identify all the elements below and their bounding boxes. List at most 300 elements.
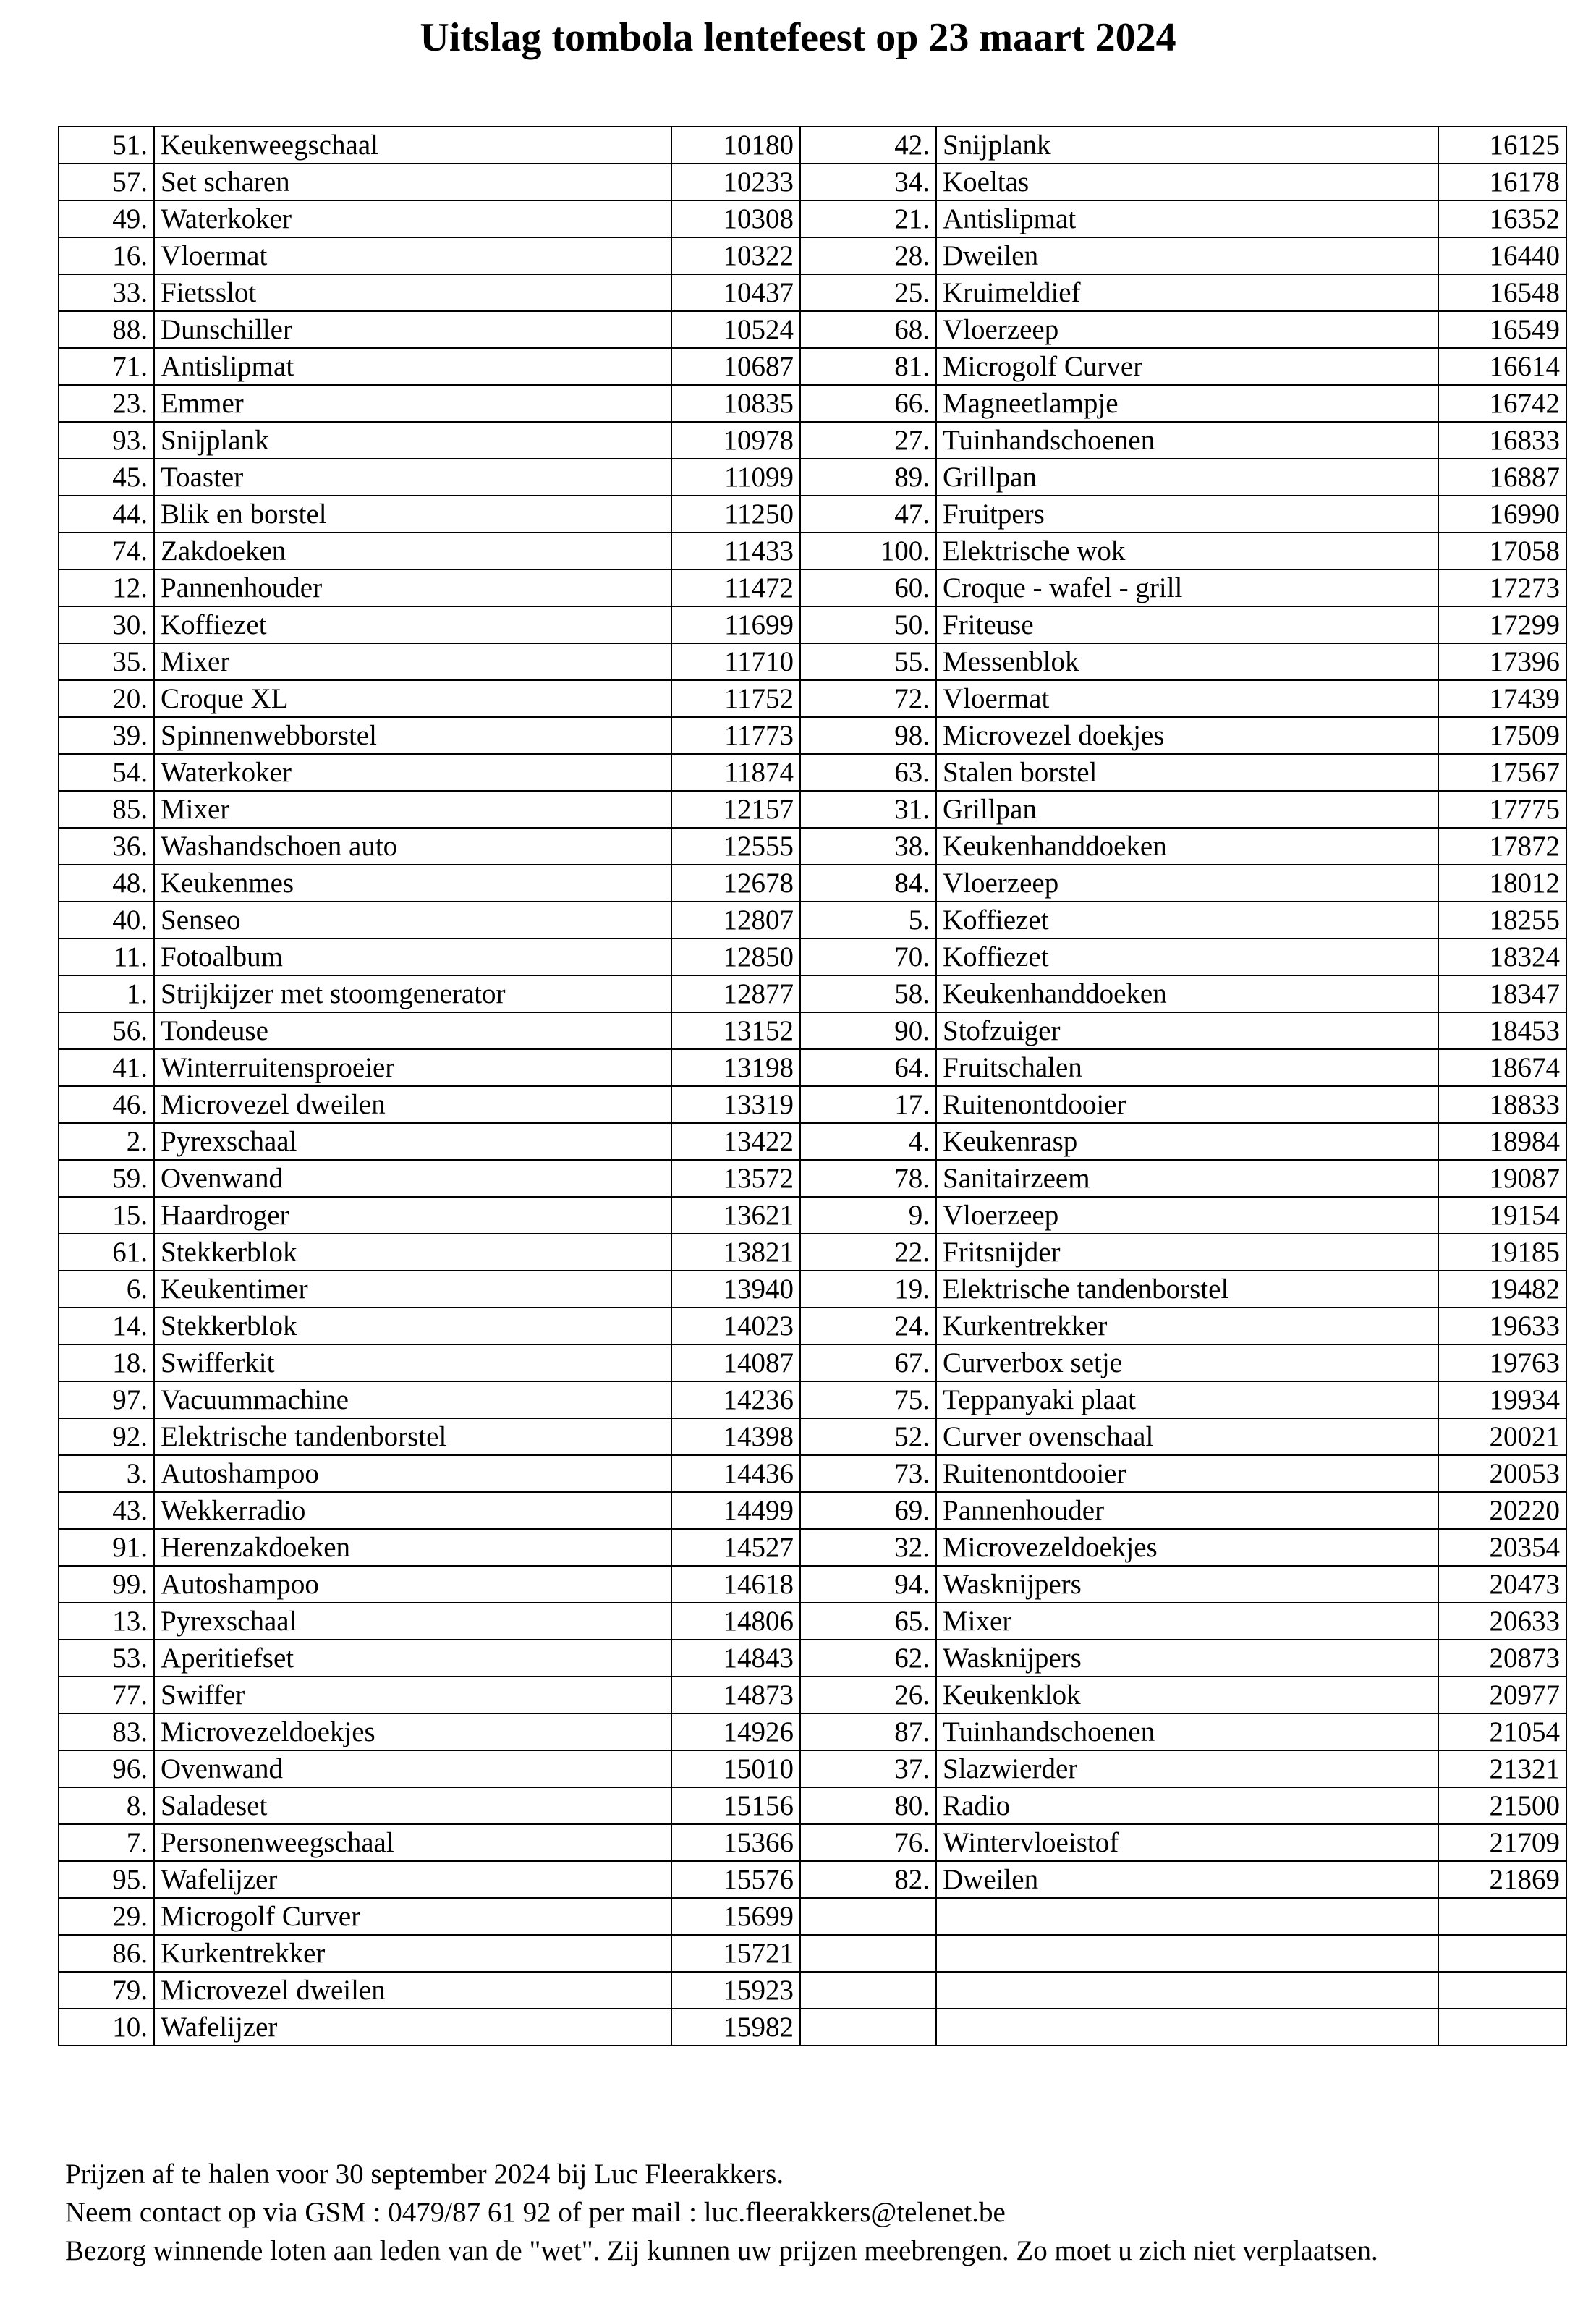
left-prize-name: Microvezel dweilen	[154, 1972, 671, 2009]
left-ticket-number: 10437	[671, 274, 800, 311]
right-prize-number: 84.	[800, 865, 936, 902]
table-row	[59, 828, 1566, 865]
left-prize-number: 97.	[59, 1381, 154, 1418]
left-prize-name: Croque XL	[154, 680, 671, 717]
table-row	[59, 422, 1566, 459]
left-prize-number: 95.	[59, 1861, 154, 1898]
right-ticket-number: 16548	[1438, 274, 1566, 311]
left-ticket-number: 11752	[671, 680, 800, 717]
right-prize-number	[800, 1935, 936, 1972]
left-prize-name: Strijkijzer met stoomgenerator	[154, 975, 671, 1012]
right-prize-number: 19.	[800, 1271, 936, 1308]
right-ticket-number: 17439	[1438, 680, 1566, 717]
left-prize-number: 10.	[59, 2009, 154, 2046]
table-row	[59, 1234, 1566, 1271]
left-prize-name: Dunschiller	[154, 311, 671, 348]
right-prize-name: Microgolf Curver	[936, 348, 1438, 385]
table-row	[59, 1640, 1566, 1677]
right-prize-number	[800, 1898, 936, 1935]
right-prize-name: Wasknijpers	[936, 1640, 1438, 1677]
left-prize-number: 30.	[59, 606, 154, 643]
left-ticket-number: 10835	[671, 385, 800, 422]
table-row	[59, 274, 1566, 311]
right-prize-name: Elektrische wok	[936, 533, 1438, 569]
table-row	[59, 717, 1566, 754]
table-row	[59, 496, 1566, 533]
footer-pickup-note: Prijzen af te halen voor 30 september 2024 bij Luc Fleerakkers.	[65, 2158, 784, 2190]
left-prize-name: Pyrexschaal	[154, 1603, 671, 1640]
right-prize-number: 90.	[800, 1012, 936, 1049]
right-prize-number: 28.	[800, 237, 936, 274]
right-prize-number: 26.	[800, 1677, 936, 1713]
table-row	[59, 902, 1566, 939]
right-prize-number: 42.	[800, 127, 936, 164]
left-prize-number: 88.	[59, 311, 154, 348]
left-prize-number: 85.	[59, 791, 154, 828]
left-prize-name: Autoshampoo	[154, 1455, 671, 1492]
right-ticket-number: 21500	[1438, 1787, 1566, 1824]
left-ticket-number: 14023	[671, 1308, 800, 1344]
right-ticket-number: 20220	[1438, 1492, 1566, 1529]
left-ticket-number: 12157	[671, 791, 800, 828]
left-prize-number: 61.	[59, 1234, 154, 1271]
right-prize-name: Koffiezet	[936, 902, 1438, 939]
left-prize-number: 3.	[59, 1455, 154, 1492]
left-prize-name: Keukenweegschaal	[154, 127, 671, 164]
right-prize-name	[936, 2009, 1438, 2046]
right-prize-number: 100.	[800, 533, 936, 569]
left-prize-name: Emmer	[154, 385, 671, 422]
left-prize-name: Microvezeldoekjes	[154, 1713, 671, 1750]
left-prize-name: Winterruitensproeier	[154, 1049, 671, 1086]
left-prize-number: 43.	[59, 1492, 154, 1529]
right-prize-name: Ruitenontdooier	[936, 1086, 1438, 1123]
right-prize-number: 50.	[800, 606, 936, 643]
right-prize-number: 17.	[800, 1086, 936, 1123]
right-prize-number: 98.	[800, 717, 936, 754]
left-ticket-number: 14926	[671, 1713, 800, 1750]
right-prize-number: 38.	[800, 828, 936, 865]
right-prize-number: 52.	[800, 1418, 936, 1455]
table-row	[59, 1381, 1566, 1418]
left-prize-name: Mixer	[154, 643, 671, 680]
left-ticket-number: 13621	[671, 1197, 800, 1234]
left-prize-number: 7.	[59, 1824, 154, 1861]
right-prize-name: Kurkentrekker	[936, 1308, 1438, 1344]
left-ticket-number: 11699	[671, 606, 800, 643]
right-prize-name: Antislipmat	[936, 200, 1438, 237]
right-prize-number: 31.	[800, 791, 936, 828]
results-table-body	[59, 127, 1566, 2046]
left-ticket-number: 10322	[671, 237, 800, 274]
left-ticket-number: 11433	[671, 533, 800, 569]
right-prize-name: Keukenhanddoeken	[936, 975, 1438, 1012]
left-prize-name: Personenweegschaal	[154, 1824, 671, 1861]
left-prize-number: 11.	[59, 939, 154, 975]
table-row	[59, 1677, 1566, 1713]
table-row	[59, 1529, 1566, 1566]
left-prize-number: 36.	[59, 828, 154, 865]
right-prize-name: Dweilen	[936, 237, 1438, 274]
left-prize-name: Spinnenwebborstel	[154, 717, 671, 754]
table-row	[59, 1418, 1566, 1455]
left-ticket-number: 11472	[671, 569, 800, 606]
table-row	[59, 754, 1566, 791]
right-ticket-number: 18833	[1438, 1086, 1566, 1123]
right-prize-number: 75.	[800, 1381, 936, 1418]
left-prize-name: Haardroger	[154, 1197, 671, 1234]
left-prize-number: 18.	[59, 1344, 154, 1381]
right-prize-number	[800, 2009, 936, 2046]
table-row	[59, 1898, 1566, 1935]
right-prize-name: Curver ovenschaal	[936, 1418, 1438, 1455]
right-prize-name: Vloermat	[936, 680, 1438, 717]
right-ticket-number: 18012	[1438, 865, 1566, 902]
right-prize-number: 37.	[800, 1750, 936, 1787]
right-prize-name: Vloerzeep	[936, 1197, 1438, 1234]
left-prize-number: 6.	[59, 1271, 154, 1308]
left-prize-name: Set scharen	[154, 164, 671, 200]
left-prize-name: Stekkerblok	[154, 1308, 671, 1344]
right-prize-name: Croque - wafel - grill	[936, 569, 1438, 606]
right-ticket-number: 20053	[1438, 1455, 1566, 1492]
table-row	[59, 1344, 1566, 1381]
right-prize-number: 62.	[800, 1640, 936, 1677]
left-ticket-number: 15982	[671, 2009, 800, 2046]
left-prize-name: Waterkoker	[154, 754, 671, 791]
left-prize-number: 15.	[59, 1197, 154, 1234]
right-prize-name: Snijplank	[936, 127, 1438, 164]
right-prize-name: Magneetlampje	[936, 385, 1438, 422]
left-prize-name: Herenzakdoeken	[154, 1529, 671, 1566]
left-prize-name: Toaster	[154, 459, 671, 496]
left-ticket-number: 14806	[671, 1603, 800, 1640]
table-row	[59, 459, 1566, 496]
left-prize-name: Senseo	[154, 902, 671, 939]
table-row	[59, 348, 1566, 385]
right-prize-name: Microvezel doekjes	[936, 717, 1438, 754]
left-prize-number: 57.	[59, 164, 154, 200]
table-row	[59, 533, 1566, 569]
table-row	[59, 1787, 1566, 1824]
right-ticket-number: 16990	[1438, 496, 1566, 533]
right-prize-name: Grillpan	[936, 791, 1438, 828]
left-prize-number: 2.	[59, 1123, 154, 1160]
left-prize-number: 59.	[59, 1160, 154, 1197]
left-prize-number: 35.	[59, 643, 154, 680]
right-prize-number: 82.	[800, 1861, 936, 1898]
right-ticket-number: 20633	[1438, 1603, 1566, 1640]
left-prize-number: 56.	[59, 1012, 154, 1049]
right-prize-name: Vloerzeep	[936, 311, 1438, 348]
right-ticket-number: 18674	[1438, 1049, 1566, 1086]
left-ticket-number: 12807	[671, 902, 800, 939]
left-prize-name: Wafelijzer	[154, 1861, 671, 1898]
left-ticket-number: 11099	[671, 459, 800, 496]
table-row	[59, 791, 1566, 828]
left-prize-name: Microgolf Curver	[154, 1898, 671, 1935]
right-ticket-number: 19087	[1438, 1160, 1566, 1197]
right-prize-name: Sanitairzeem	[936, 1160, 1438, 1197]
right-prize-number	[800, 1972, 936, 2009]
left-prize-name: Pyrexschaal	[154, 1123, 671, 1160]
left-prize-number: 51.	[59, 127, 154, 164]
left-ticket-number: 14436	[671, 1455, 800, 1492]
left-prize-name: Wafelijzer	[154, 2009, 671, 2046]
right-prize-number: 34.	[800, 164, 936, 200]
right-prize-number: 81.	[800, 348, 936, 385]
right-prize-name: Ruitenontdooier	[936, 1455, 1438, 1492]
left-prize-number: 71.	[59, 348, 154, 385]
left-ticket-number: 11874	[671, 754, 800, 791]
left-prize-number: 1.	[59, 975, 154, 1012]
table-row	[59, 164, 1566, 200]
right-ticket-number: 19633	[1438, 1308, 1566, 1344]
left-ticket-number: 10524	[671, 311, 800, 348]
left-ticket-number: 15721	[671, 1935, 800, 1972]
right-ticket-number: 17058	[1438, 533, 1566, 569]
table-row	[59, 1713, 1566, 1750]
right-prize-name: Keukenklok	[936, 1677, 1438, 1713]
right-prize-number: 94.	[800, 1566, 936, 1603]
left-prize-number: 41.	[59, 1049, 154, 1086]
table-row	[59, 680, 1566, 717]
left-prize-number: 83.	[59, 1713, 154, 1750]
right-prize-number: 22.	[800, 1234, 936, 1271]
right-ticket-number: 19154	[1438, 1197, 1566, 1234]
left-prize-number: 12.	[59, 569, 154, 606]
table-row	[59, 569, 1566, 606]
left-ticket-number: 14618	[671, 1566, 800, 1603]
right-ticket-number: 18347	[1438, 975, 1566, 1012]
right-prize-name: Microvezeldoekjes	[936, 1529, 1438, 1566]
left-prize-number: 23.	[59, 385, 154, 422]
left-prize-name: Vloermat	[154, 237, 671, 274]
left-prize-name: Keukenmes	[154, 865, 671, 902]
right-prize-number: 58.	[800, 975, 936, 1012]
left-prize-number: 40.	[59, 902, 154, 939]
right-prize-name: Friteuse	[936, 606, 1438, 643]
right-ticket-number: 21869	[1438, 1861, 1566, 1898]
left-ticket-number: 11773	[671, 717, 800, 754]
right-prize-number: 60.	[800, 569, 936, 606]
right-ticket-number: 19934	[1438, 1381, 1566, 1418]
left-ticket-number: 12555	[671, 828, 800, 865]
right-ticket-number: 16125	[1438, 127, 1566, 164]
left-prize-number: 13.	[59, 1603, 154, 1640]
right-prize-number: 24.	[800, 1308, 936, 1344]
left-ticket-number: 10308	[671, 200, 800, 237]
left-prize-name: Blik en borstel	[154, 496, 671, 533]
right-prize-number: 70.	[800, 939, 936, 975]
left-prize-number: 16.	[59, 237, 154, 274]
left-prize-name: Aperitiefset	[154, 1640, 671, 1677]
right-prize-number: 80.	[800, 1787, 936, 1824]
right-prize-name: Curverbox setje	[936, 1344, 1438, 1381]
left-ticket-number: 13821	[671, 1234, 800, 1271]
right-ticket-number: 16178	[1438, 164, 1566, 200]
left-ticket-number: 12850	[671, 939, 800, 975]
left-prize-name: Stekkerblok	[154, 1234, 671, 1271]
right-prize-number: 63.	[800, 754, 936, 791]
left-ticket-number: 13422	[671, 1123, 800, 1160]
left-ticket-number: 10233	[671, 164, 800, 200]
right-ticket-number	[1438, 1935, 1566, 1972]
table-row	[59, 1455, 1566, 1492]
right-prize-number: 78.	[800, 1160, 936, 1197]
right-prize-number: 66.	[800, 385, 936, 422]
left-ticket-number: 10978	[671, 422, 800, 459]
right-prize-name: Kruimeldief	[936, 274, 1438, 311]
right-prize-number: 68.	[800, 311, 936, 348]
right-prize-number: 76.	[800, 1824, 936, 1861]
right-prize-name: Dweilen	[936, 1861, 1438, 1898]
right-prize-name: Grillpan	[936, 459, 1438, 496]
table-row	[59, 1271, 1566, 1308]
right-prize-number: 73.	[800, 1455, 936, 1492]
left-ticket-number: 14499	[671, 1492, 800, 1529]
left-prize-name: Snijplank	[154, 422, 671, 459]
right-ticket-number	[1438, 1898, 1566, 1935]
right-ticket-number: 17567	[1438, 754, 1566, 791]
right-prize-name: Mixer	[936, 1603, 1438, 1640]
right-prize-name: Radio	[936, 1787, 1438, 1824]
left-prize-name: Zakdoeken	[154, 533, 671, 569]
table-row	[59, 939, 1566, 975]
left-prize-name: Mixer	[154, 791, 671, 828]
left-ticket-number: 15923	[671, 1972, 800, 2009]
table-row	[59, 975, 1566, 1012]
right-prize-number: 5.	[800, 902, 936, 939]
right-prize-number: 25.	[800, 274, 936, 311]
left-prize-name: Elektrische tandenborstel	[154, 1418, 671, 1455]
table-row	[59, 1197, 1566, 1234]
table-row	[59, 1049, 1566, 1086]
right-ticket-number: 19763	[1438, 1344, 1566, 1381]
footer-notes	[65, 2155, 1570, 2270]
right-prize-name: Stofzuiger	[936, 1012, 1438, 1049]
table-row	[59, 1972, 1566, 2009]
left-prize-name: Autoshampoo	[154, 1566, 671, 1603]
left-ticket-number: 15366	[671, 1824, 800, 1861]
page-title: Uitslag tombola lentefeest op 23 maart 2024	[420, 15, 1176, 60]
right-prize-number: 69.	[800, 1492, 936, 1529]
right-prize-number: 9.	[800, 1197, 936, 1234]
right-prize-number: 65.	[800, 1603, 936, 1640]
left-ticket-number: 13319	[671, 1086, 800, 1123]
table-row	[59, 237, 1566, 274]
right-prize-name: Wasknijpers	[936, 1566, 1438, 1603]
right-prize-number: 4.	[800, 1123, 936, 1160]
left-prize-number: 45.	[59, 459, 154, 496]
right-prize-number: 67.	[800, 1344, 936, 1381]
table-row	[59, 1750, 1566, 1787]
left-prize-number: 53.	[59, 1640, 154, 1677]
right-ticket-number: 20873	[1438, 1640, 1566, 1677]
left-prize-name: Swifferkit	[154, 1344, 671, 1381]
right-ticket-number: 20473	[1438, 1566, 1566, 1603]
table-row	[59, 127, 1566, 164]
footer-delivery-note: Bezorg winnende loten aan leden van de "wet". Zij kunnen uw prijzen meebrengen. Zo moet u zich niet verplaatsen.	[65, 2235, 1378, 2266]
right-prize-number: 55.	[800, 643, 936, 680]
left-prize-name: Saladeset	[154, 1787, 671, 1824]
right-ticket-number: 16887	[1438, 459, 1566, 496]
right-prize-name	[936, 1972, 1438, 2009]
left-prize-name: Kurkentrekker	[154, 1935, 671, 1972]
right-prize-number: 89.	[800, 459, 936, 496]
left-ticket-number: 14236	[671, 1381, 800, 1418]
table-row	[59, 1123, 1566, 1160]
table-row	[59, 1566, 1566, 1603]
left-prize-name: Ovenwand	[154, 1160, 671, 1197]
left-ticket-number: 15010	[671, 1750, 800, 1787]
right-ticket-number: 21054	[1438, 1713, 1566, 1750]
right-ticket-number: 19185	[1438, 1234, 1566, 1271]
right-prize-name: Keukenrasp	[936, 1123, 1438, 1160]
right-prize-number: 47.	[800, 496, 936, 533]
right-prize-name: Elektrische tandenborstel	[936, 1271, 1438, 1308]
table-row	[59, 606, 1566, 643]
left-ticket-number: 11710	[671, 643, 800, 680]
left-prize-name: Pannenhouder	[154, 569, 671, 606]
right-prize-name: Fritsnijder	[936, 1234, 1438, 1271]
left-prize-number: 39.	[59, 717, 154, 754]
right-ticket-number: 16742	[1438, 385, 1566, 422]
right-ticket-number: 16440	[1438, 237, 1566, 274]
footer-contact-note: Neem contact op via GSM : 0479/87 61 92 of per mail : luc.fleerakkers@telenet.be	[65, 2197, 1006, 2228]
left-prize-name: Ovenwand	[154, 1750, 671, 1787]
left-ticket-number: 11250	[671, 496, 800, 533]
right-ticket-number: 16833	[1438, 422, 1566, 459]
left-prize-number: 93.	[59, 422, 154, 459]
left-ticket-number: 13198	[671, 1049, 800, 1086]
left-prize-name: Microvezel dweilen	[154, 1086, 671, 1123]
left-prize-name: Koffiezet	[154, 606, 671, 643]
right-ticket-number	[1438, 2009, 1566, 2046]
right-ticket-number: 17299	[1438, 606, 1566, 643]
right-ticket-number: 17872	[1438, 828, 1566, 865]
table-row	[59, 1308, 1566, 1344]
right-prize-name: Teppanyaki plaat	[936, 1381, 1438, 1418]
left-prize-name: Tondeuse	[154, 1012, 671, 1049]
left-ticket-number: 10180	[671, 127, 800, 164]
left-prize-name: Fotoalbum	[154, 939, 671, 975]
table-row	[59, 385, 1566, 422]
left-prize-number: 33.	[59, 274, 154, 311]
left-prize-number: 79.	[59, 1972, 154, 2009]
left-ticket-number: 13572	[671, 1160, 800, 1197]
left-prize-number: 96.	[59, 1750, 154, 1787]
table-row	[59, 1012, 1566, 1049]
left-prize-number: 91.	[59, 1529, 154, 1566]
right-prize-number: 72.	[800, 680, 936, 717]
table-row	[59, 1824, 1566, 1861]
right-ticket-number: 18255	[1438, 902, 1566, 939]
left-prize-number: 92.	[59, 1418, 154, 1455]
right-prize-name: Tuinhandschoenen	[936, 1713, 1438, 1750]
left-prize-number: 44.	[59, 496, 154, 533]
right-prize-name: Fruitschalen	[936, 1049, 1438, 1086]
left-prize-number: 8.	[59, 1787, 154, 1824]
right-prize-name: Stalen borstel	[936, 754, 1438, 791]
table-row	[59, 1935, 1566, 1972]
right-ticket-number: 18984	[1438, 1123, 1566, 1160]
right-prize-name: Wintervloeistof	[936, 1824, 1438, 1861]
right-ticket-number	[1438, 1972, 1566, 2009]
left-prize-number: 54.	[59, 754, 154, 791]
table-row	[59, 311, 1566, 348]
table-row	[59, 200, 1566, 237]
